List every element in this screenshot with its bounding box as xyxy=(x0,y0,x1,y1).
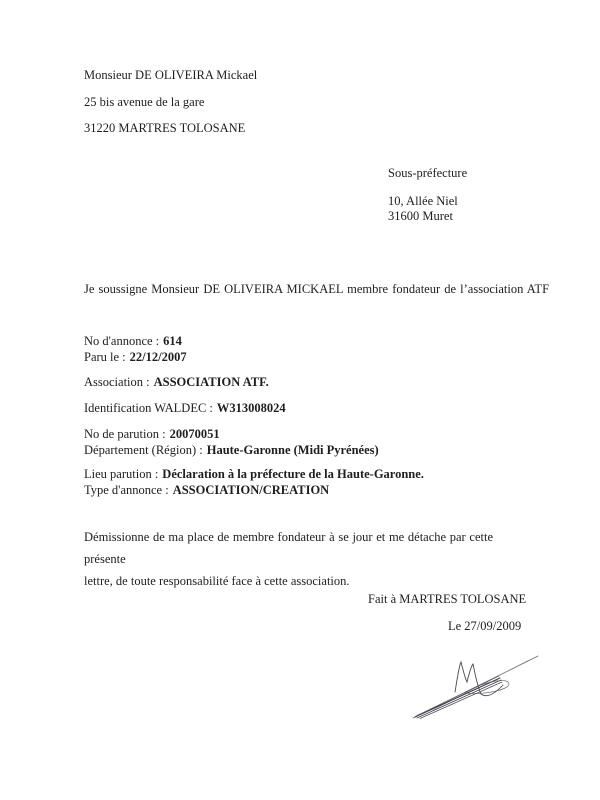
detail-value: W313008024 xyxy=(216,401,286,415)
detail-label: No de parution : xyxy=(84,427,166,441)
detail-value: 614 xyxy=(163,334,182,348)
detail-row xyxy=(84,333,424,349)
detail-row xyxy=(84,466,424,482)
intro-sentence: Je soussigne Monsieur DE OLIVEIRA MICKAEL membre fondateur de l’association ATF xyxy=(84,282,550,296)
detail-row xyxy=(84,374,424,390)
detail-value: Haute-Garonne (Midi Pyrénées) xyxy=(206,443,379,457)
recipient-address-block xyxy=(388,166,467,224)
detail-value: 20070051 xyxy=(169,427,220,441)
detail-row xyxy=(84,482,424,498)
detail-label: Lieu parution : xyxy=(84,467,159,481)
closing-date-line: Le 27/09/2009 xyxy=(448,619,522,633)
detail-label: No d'annonce : xyxy=(84,334,160,348)
closing-place-line: Fait à MARTRES TOLOSANE xyxy=(368,592,527,606)
detail-label: Paru le : xyxy=(84,350,126,364)
detail-value: 22/12/2007 xyxy=(129,350,187,364)
detail-row xyxy=(84,400,424,416)
detail-value: Déclaration à la préfecture de la Haute-Garonne. xyxy=(162,467,424,481)
signature-scribble-icon xyxy=(405,650,565,722)
paragraph-line: lettre, de toute responsabilité face à cette association. xyxy=(84,574,350,588)
sender-street: 25 bis avenue de la gare xyxy=(84,94,205,109)
detail-value: ASSOCIATION ATF. xyxy=(153,375,269,389)
detail-row xyxy=(84,426,424,442)
paragraph-line: Démissionne de ma place de membre fondateur à se jour et me détache par cette présente xyxy=(84,530,493,566)
resignation-paragraph xyxy=(84,526,493,592)
recipient-office: Sous-préfecture xyxy=(388,166,468,180)
recipient-city: 31600 Muret xyxy=(388,209,453,223)
detail-label: Type d'annonce : xyxy=(84,483,169,497)
recipient-street: 10, Allée Niel xyxy=(388,194,458,208)
sender-city: 31220 MARTRES TOLOSANE xyxy=(84,121,246,135)
sender-address-block xyxy=(84,62,257,142)
announcement-details xyxy=(84,333,424,498)
detail-label: Identification WALDEC : xyxy=(84,401,213,415)
detail-value: ASSOCIATION/CREATION xyxy=(172,483,330,497)
sender-name: Monsieur DE OLIVEIRA Mickael xyxy=(84,68,258,82)
detail-label: Association : xyxy=(84,375,150,389)
signature-image xyxy=(405,650,565,722)
detail-label: Département (Région) : xyxy=(84,443,203,457)
detail-row xyxy=(84,442,424,458)
detail-row xyxy=(84,349,424,365)
